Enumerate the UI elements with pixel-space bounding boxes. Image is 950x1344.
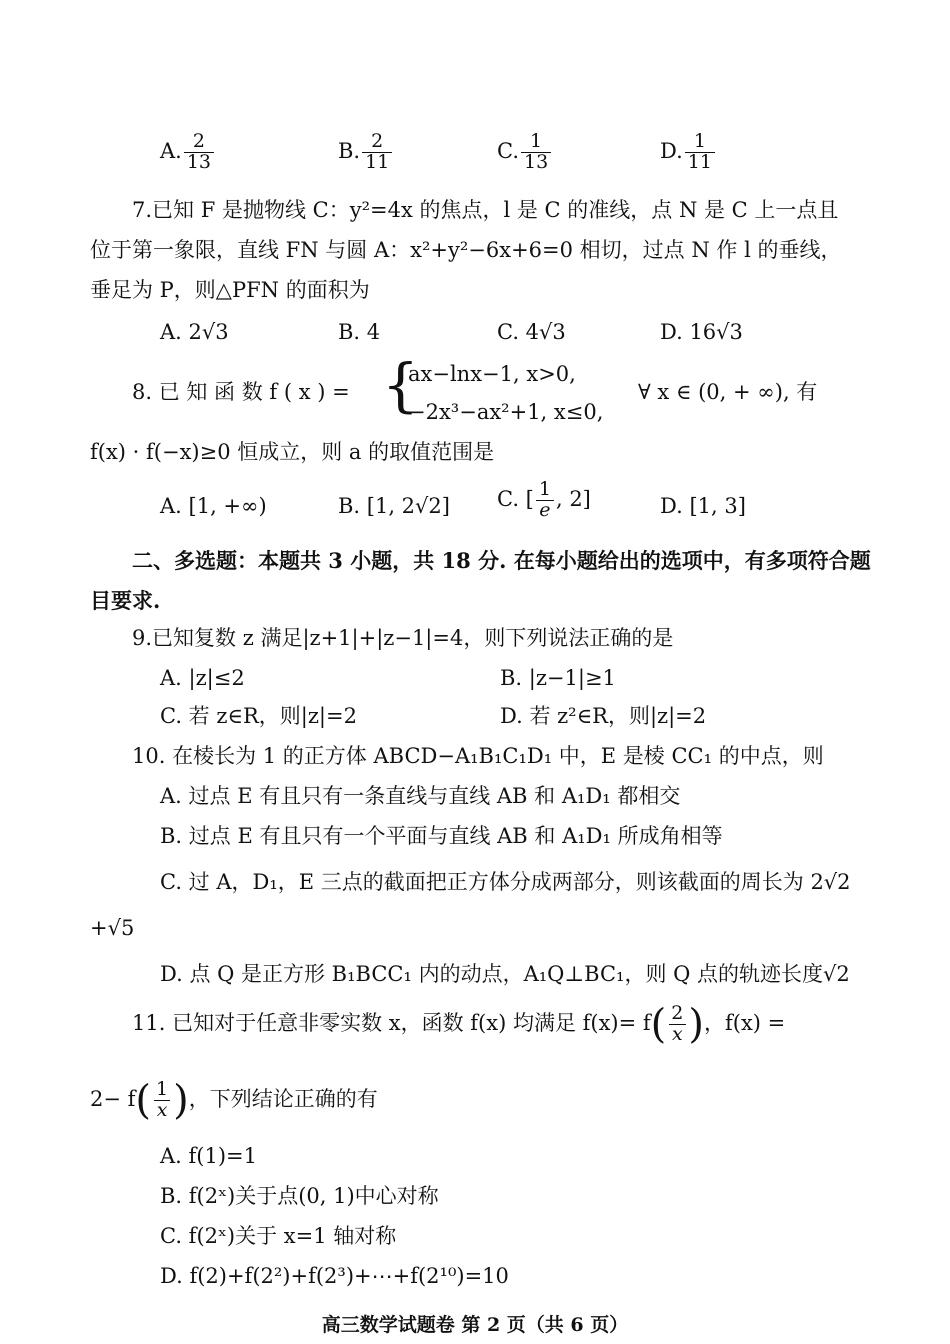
q9-option-b: B. |z−1|≥1	[500, 666, 616, 690]
q11-option-d: D. f(2)+f(2²)+f(2³)+⋯+f(2¹⁰)=10	[160, 1264, 509, 1288]
q8-option-c: C. [ $\frac{1}{e}$ , 2]	[497, 478, 591, 521]
q7-stem-line3: 垂足为 P，则△PFN 的面积为	[90, 278, 370, 302]
q10-option-d: D. 点 Q 是正方形 B₁BCC₁ 内的动点，A₁Q⊥BC₁，则 Q 点的轨迹长度√2	[160, 962, 850, 986]
q10-option-c-line1: C. 过 A，D₁，E 三点的截面把正方体分成两部分，则该截面的周长为 2√2	[160, 870, 851, 894]
fraction: $\frac{1}{13}$	[521, 132, 551, 173]
q6-option-c	[497, 132, 553, 173]
q8-option-d: D. [1, 3]	[660, 494, 746, 518]
q6-option-d	[660, 132, 717, 173]
section-heading-line1: 二、多选题：本题共 3 小题，共 18 分. 在每小题给出的选项中，有多项符合题	[132, 548, 871, 573]
q7-option-d: D. 16√3	[660, 320, 743, 344]
q11-option-b: B. f(2ˣ)关于点(0, 1)中心对称	[160, 1184, 439, 1208]
q7-option-b: B. 4	[338, 320, 381, 344]
q7-option-c: C. 4√3	[497, 320, 566, 344]
q7-stem-line1: 7.已知 F 是抛物线 C：y²=4x 的焦点，l 是 C 的准线，点 N 是 C 上一点且	[132, 198, 839, 222]
q9-stem: 9.已知复数 z 满足|z+1|+|z−1|=4，则下列说法正确的是	[132, 626, 674, 650]
q6-option-a	[160, 132, 216, 173]
piecewise-brace: {	[382, 351, 419, 419]
q7-stem-line2: 位于第一象限，直线 FN 与圆 A：x²+y²−6x+6=0 相切，过点 N 作 l 的垂线，	[90, 238, 842, 262]
q8-option-a: A. [1, +∞)	[160, 494, 267, 518]
q11-stem-line1: 11. 已知对于任意非零实数 x，函数 f(x) 均满足 f(x)= f( $\frac{2}{x}$ )，f(x) =	[132, 1001, 786, 1048]
q10-option-b: B. 过点 E 有且只有一个平面与直线 AB 和 A₁D₁ 所成角相等	[160, 824, 723, 848]
fraction: $\frac{2}{x}$	[668, 1004, 686, 1045]
q8-case-1: ax−lnx−1, x>0,	[408, 362, 576, 386]
q8-case-2: −2x³−ax²+1, x≤0,	[408, 400, 604, 424]
option-label: A.	[160, 138, 182, 163]
page-footer: 高三数学试题卷 第 2 页（共 6 页）	[321, 1314, 629, 1336]
fraction: $\frac{2}{11}$	[362, 132, 392, 173]
fraction: $\frac{1}{e}$	[536, 480, 554, 521]
q10-option-c-line2: +√5	[90, 916, 135, 940]
q8-stem-suffix: ∀ x ∈ (0, + ∞), 有	[638, 380, 818, 404]
option-label: D.	[660, 138, 683, 163]
q9-option-a: A. |z|≤2	[160, 666, 245, 690]
q6-option-b	[338, 132, 394, 173]
q8-option-b: B. [1, 2√2]	[338, 494, 450, 518]
q10-stem: 10. 在棱长为 1 的正方体 ABCD−A₁B₁C₁D₁ 中，E 是棱 CC₁ 的中点，则	[132, 744, 824, 768]
q8-stem-line2: f(x) · f(−x)≥0 恒成立，则 a 的取值范围是	[90, 440, 495, 464]
q7-option-a: A. 2√3	[160, 320, 229, 344]
fraction: $\frac{1}{11}$	[685, 132, 715, 173]
option-label: B.	[338, 138, 361, 163]
fraction: $\frac{2}{13}$	[184, 132, 214, 173]
q9-option-c: C. 若 z∈R，则|z|=2	[160, 704, 357, 728]
option-label: C.	[497, 138, 519, 163]
q9-option-d: D. 若 z²∈R，则|z|=2	[500, 704, 707, 728]
q8-stem-prefix: 8. 已 知 函 数 f ( x ) =	[132, 380, 350, 404]
q11-option-c: C. f(2ˣ)关于 x=1 轴对称	[160, 1224, 397, 1248]
fraction: $\frac{1}{x}$	[153, 1080, 171, 1121]
q11-option-a: A. f(1)=1	[160, 1144, 257, 1168]
q10-option-a: A. 过点 E 有且只有一条直线与直线 AB 和 A₁D₁ 都相交	[160, 784, 681, 808]
q11-stem-line2: 2− f( $\frac{1}{x}$ )，下列结论正确的有	[90, 1077, 378, 1124]
section-heading-line2: 目要求.	[90, 588, 161, 613]
